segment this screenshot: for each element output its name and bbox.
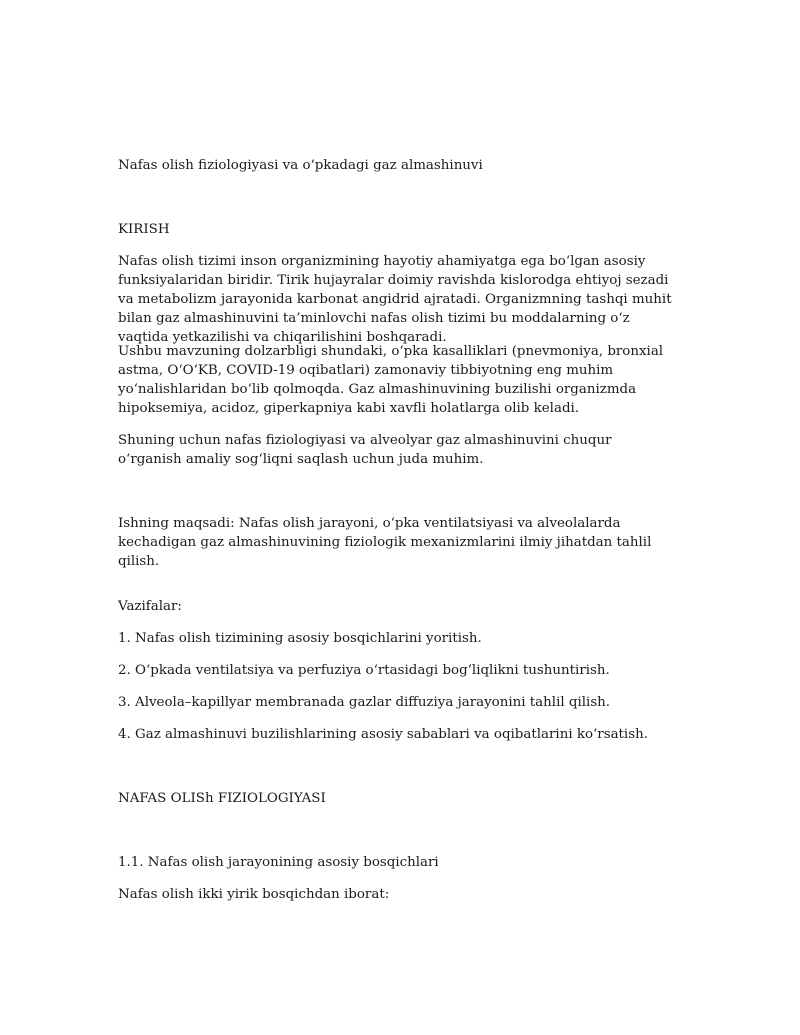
document-title: Nafas olish fiziologiyasi va o‘pkadagi gaz almashinuvi: [118, 158, 483, 173]
subsection-heading: 1.1. Nafas olish jarayonining asosiy bosqichlari: [118, 855, 439, 870]
subsection-text: Nafas olish ikki yirik bosqichdan iborat:: [118, 887, 390, 902]
intro-paragraph-3: Shuning uchun nafas fiziologiyasi va alveolyar gaz almashinuvini chuqur o‘rganish amaliy sog‘liqni saqlash uchun juda muhim.: [118, 433, 612, 467]
task-item-3: 3. Alveola–kapillyar membranada gazlar diffuziya jarayonini tahlil qilish.: [118, 695, 611, 710]
tasks-heading: Vazifalar:: [118, 599, 182, 614]
intro-paragraph-2: Ushbu mavzuning dolzarbligi shundaki, o‘pka kasalliklari (pnevmoniya, bronxial astma, O‘O‘KB, COVID-19 oqibatlari) zamonaviy tibbiyotning eng muhim yo‘nalishlaridan bo‘lib qolmoqda. Gaz almashinuvining buzilishi organizmda hipoksemiya, acidoz, giperkapniya kabi xavfli holatlarga olib keladi.: [118, 344, 664, 416]
section-heading: NAFAS OLISh FIZIOLOGIYASI: [118, 791, 326, 806]
task-item-4: 4. Gaz almashinuvi buzilishlarining asosiy sabablari va oqibatlarini ko‘rsatish.: [118, 727, 648, 742]
intro-paragraph-1: Nafas olish tizimi inson organizmining hayotiy ahamiyatga ega bo‘lgan asosiy funksiyalaridan biridir. Tirik hujayralar doimiy ravishda kislorodga ehtiyoj sezadi va metabolizm jarayonida karbonat angidrid ajratadi. Organizmning tashqi muhit bilan gaz almashinuvini ta’minlovchi nafas olish tizimi bu moddalarning o‘z vaqtida yetkazilishi va chiqarilishini boshqaradi.: [118, 254, 672, 345]
task-item-1: 1. Nafas olish tizimining asosiy bosqichlarini yoritish.: [118, 631, 482, 646]
aim-paragraph: Ishning maqsadi: Nafas olish jarayoni, o‘pka ventilatsiyasi va alveolalarda kechadigan gaz almashinuvining fiziologik mexanizmlarini ilmiy jihatdan tahlil qilish.: [118, 516, 652, 569]
task-item-2: 2. O‘pkada ventilatsiya va perfuziya o‘rtasidagi bog‘liqlikni tushuntirish.: [118, 663, 610, 678]
intro-heading: KIRISH: [118, 222, 170, 237]
